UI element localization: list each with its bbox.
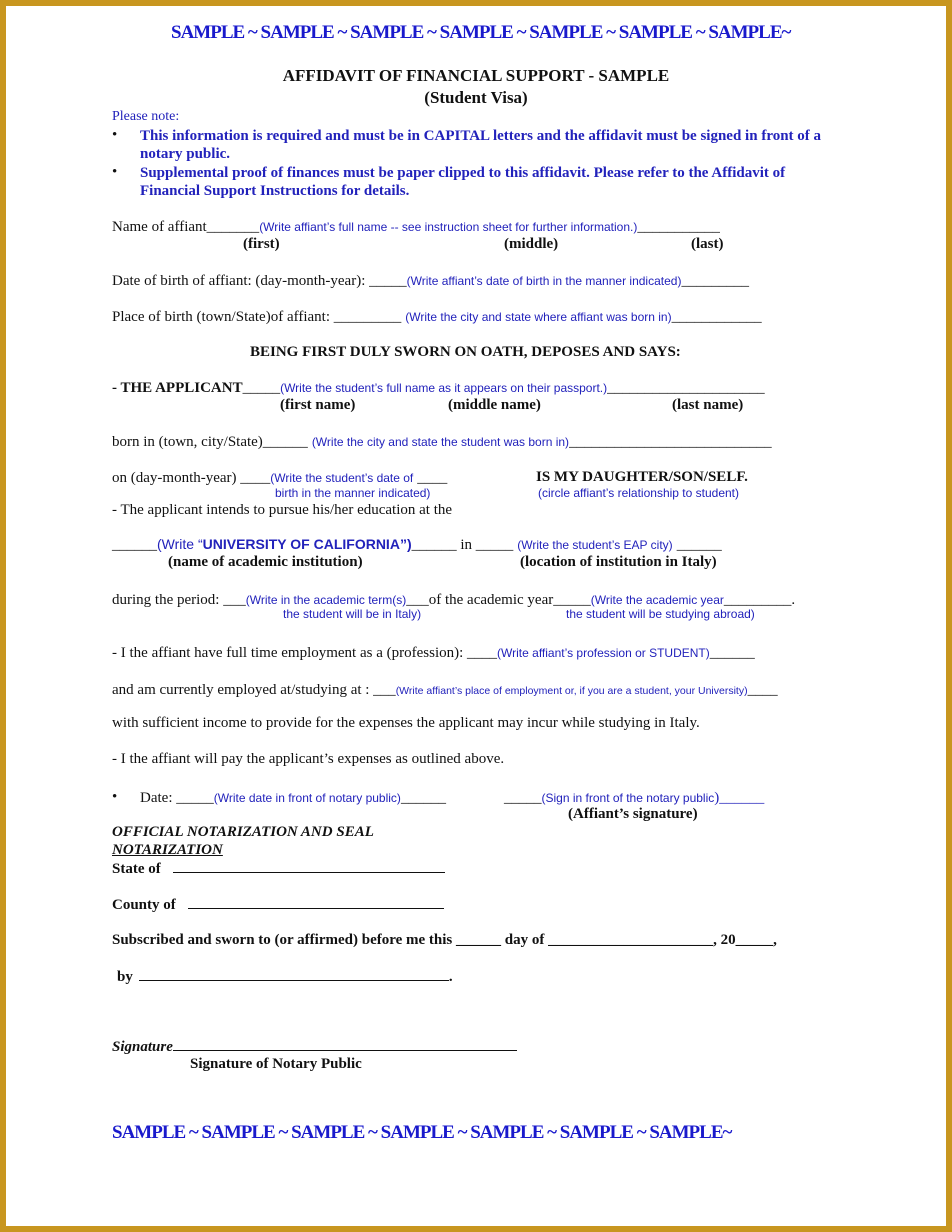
institution-tail: ______	[676, 537, 722, 553]
affiant-name-tail: ___________	[637, 219, 720, 235]
affiant-signature-row	[504, 789, 764, 807]
note-heading: Please note:	[112, 109, 180, 124]
county-label: County of	[112, 897, 176, 913]
applicant-label: - THE APPLICANT	[112, 380, 243, 396]
institution-city-hint: (Write the student’s EAP city)	[517, 538, 673, 552]
applicant-intends: - The applicant intends to pursue his/her education at the	[112, 502, 453, 518]
period-hint-2: (Write the academic year	[590, 593, 724, 607]
oath-heading: BEING FIRST DULY SWORN ON OATH, DEPOSES AND SAYS:	[250, 344, 681, 360]
notary-signature-caption: Signature of Notary Public	[190, 1056, 362, 1072]
employment-tail: ______	[709, 645, 755, 661]
applicant-row	[112, 379, 765, 397]
affiant-name-row	[112, 218, 720, 236]
label-first: (first)	[243, 236, 280, 252]
period-sub-2: the student will be studying abroad)	[566, 607, 755, 621]
label-institution-location: (location of institution in Italy)	[520, 554, 717, 570]
institution-mid: ______ in _____	[411, 537, 514, 553]
affiant-dob-tail: _________	[681, 273, 749, 289]
affiant-pob-tail: ____________	[671, 309, 762, 325]
institution-pre: ______	[112, 537, 157, 553]
document-subtitle: (Student Visa)	[424, 88, 528, 107]
applicant-tail: _____________________	[607, 380, 765, 396]
by-row	[117, 968, 453, 986]
period-mid: ___of the academic year_____	[406, 592, 591, 608]
affiant-dob-hint: (Write affiant’s date of birth in the manner indicated)	[406, 274, 682, 288]
relationship-hint: (circle affiant’s relationship to student)	[538, 486, 739, 500]
county-row	[112, 896, 444, 914]
affiant-signature-caption: (Affiant’s signature)	[568, 806, 698, 822]
label-middle-name: (middle name)	[448, 397, 541, 413]
document-title: AFFIDAVIT OF FINANCIAL SUPPORT - SAMPLE	[282, 66, 670, 85]
official-notarization-heading: OFFICIAL NOTARIZATION AND SEAL	[112, 824, 374, 840]
applicant-dob-hint: (Write the student’s date of	[270, 471, 414, 485]
employed-at-tail: ____	[747, 682, 778, 698]
date-label: Date: _____	[140, 790, 214, 806]
bullet-icon: •	[112, 127, 118, 143]
county-line	[188, 907, 444, 909]
institution-hint-a: (Write “	[157, 536, 203, 552]
label-last: (last)	[691, 236, 724, 252]
label-academic-institution: (name of academic institution)	[168, 554, 363, 570]
notary-signature-row	[112, 1038, 517, 1056]
note-item-2: Supplemental proof of finances must be paper clipped to this affidavit. Please refer to the Affidavit of Financial Support Instructions for details.	[140, 165, 786, 199]
institution-hint-c: ”)	[399, 536, 412, 552]
affiant-signature-pre: _____	[504, 790, 542, 806]
institution-row	[112, 536, 722, 554]
state-row	[112, 860, 445, 878]
by-tail: .	[448, 969, 453, 985]
notary-signature-line	[173, 1049, 517, 1051]
label-first-name: (first name)	[280, 397, 356, 413]
employment-hint: (Write affiant’s profession or STUDENT)	[497, 646, 710, 660]
period-tail: _________.	[723, 592, 796, 608]
subscribed-statement: Subscribed and sworn to (or affirmed) before me this ______ day of ______________________, 20_____,	[112, 932, 777, 948]
employed-at-row	[112, 681, 778, 699]
label-middle: (middle)	[504, 236, 559, 252]
institution-hint-b: UNIVERSITY OF CALIFORNIA	[202, 536, 400, 552]
period-hint-1: (Write in the academic term(s)	[245, 593, 407, 607]
relationship-statement: IS MY DAUGHTER/SON/SELF.	[536, 469, 748, 485]
employed-at-hint: (Write affiant’s place of employment or, if you are a student, your University)	[395, 685, 748, 697]
applicant-born-tail: ___________________________	[569, 434, 772, 450]
sample-banner-top: SAMPLE ~ SAMPLE ~ SAMPLE ~ SAMPLE ~ SAMPLE ~ SAMPLE ~ SAMPLE~	[171, 22, 791, 43]
bullet-icon: •	[112, 789, 118, 805]
applicant-born-label: born in (town, city/State)______	[112, 434, 308, 450]
affiant-name-hint: (Write affiant’s full name -- see instruction sheet for further information.)	[259, 220, 638, 234]
notary-signature-label: Signature	[112, 1039, 173, 1055]
label-last-name: (last name)	[672, 397, 744, 413]
employment-row	[112, 644, 755, 662]
employed-at-label: and am currently employed at/studying at : ___	[112, 682, 396, 698]
applicant-dob-hint-2: birth in the manner indicated)	[275, 486, 431, 500]
affiant-dob-label: Date of birth of affiant: (day-month-year): _____	[112, 273, 407, 289]
by-line	[139, 979, 449, 981]
state-label: State of	[112, 861, 161, 877]
state-line	[173, 871, 445, 873]
affiant-name-label: Name of affiant_______	[112, 219, 260, 235]
employment-label: - I the affiant have full time employment as a (profession): ____	[112, 645, 498, 661]
pay-statement: - I the affiant will pay the applicant’s expenses as outlined above.	[112, 751, 505, 767]
affiant-signature-tail: )______	[714, 790, 765, 806]
by-label: by	[117, 969, 133, 985]
applicant-born-hint: (Write the city and state the student was born in)	[311, 435, 570, 449]
period-sub-1: the student will be in Italy)	[283, 607, 422, 621]
note-item-1: This information is required and must be in CAPITAL letters and the affidavit must be signed in front of a notary public.	[140, 128, 822, 162]
affiant-pob-hint: (Write the city and state where affiant was born in)	[405, 310, 672, 324]
affiant-dob-row	[112, 272, 749, 290]
bullet-icon: •	[112, 164, 118, 180]
applicant-pre: _____	[242, 380, 281, 396]
applicant-born-row	[112, 433, 772, 451]
income-statement: with sufficient income to provide for the expenses the applicant may incur while studying in Italy.	[112, 715, 700, 731]
affiant-signature-hint: (Sign in front of the notary public	[541, 791, 715, 805]
notarization-heading: NOTARIZATION	[112, 842, 223, 858]
date-hint: (Write date in front of notary public)	[213, 791, 401, 805]
applicant-dob-tail: ____	[417, 470, 448, 486]
affiant-pob-label: Place of birth (town/State)of affiant: _________	[112, 309, 402, 325]
applicant-hint: (Write the student’s full name as it appears on their passport.)	[280, 381, 608, 395]
applicant-dob-row	[112, 469, 447, 487]
date-tail: ______	[400, 790, 446, 806]
period-label: during the period: ___	[112, 592, 246, 608]
sample-banner-bottom: SAMPLE ~ SAMPLE ~ SAMPLE ~ SAMPLE ~ SAMPLE ~ SAMPLE ~ SAMPLE~	[112, 1122, 732, 1143]
date-row	[140, 789, 446, 807]
affiant-pob-row	[112, 308, 762, 326]
applicant-dob-label: on (day-month-year) ____	[112, 470, 271, 486]
